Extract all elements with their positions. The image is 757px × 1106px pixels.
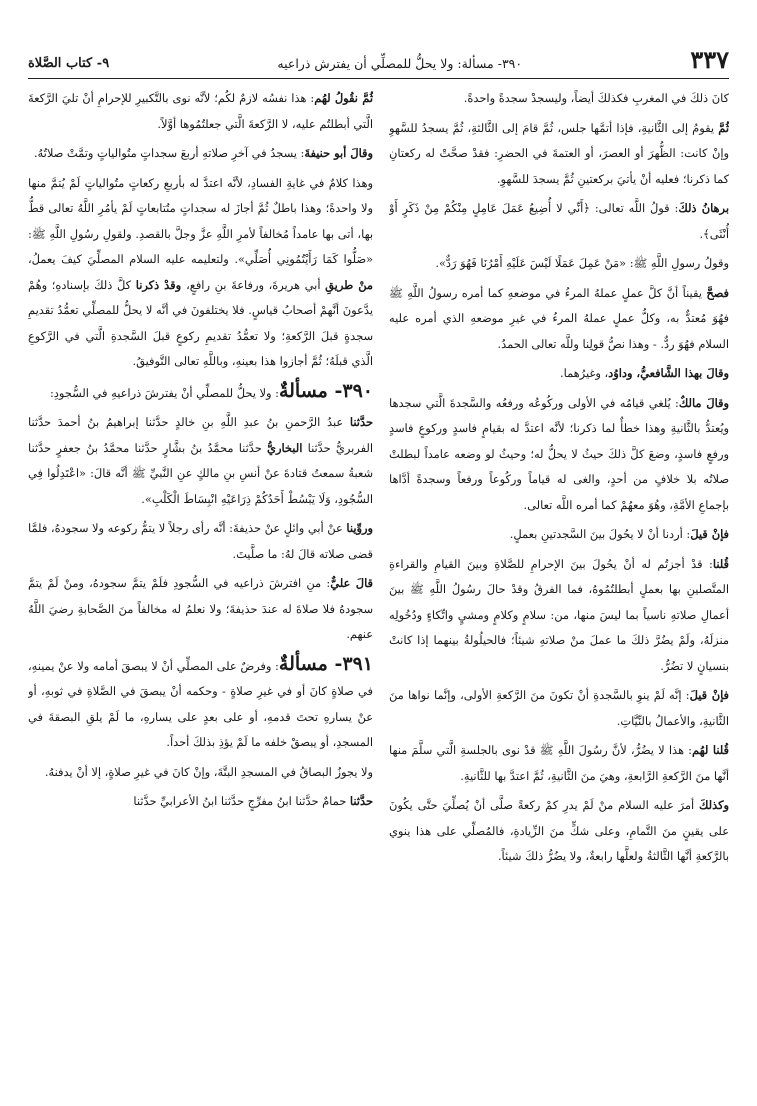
lead-word: وقالَ مالكٌ: [678, 395, 729, 410]
paragraph: [389, 683, 729, 734]
page-number: ٣٣٧: [690, 45, 729, 74]
running-title: ٣٩٠- مسألة: ولا يحلُّ للمصلِّي أن يفترش ذراعيه: [277, 56, 523, 71]
lead-word: فإنْ قيلَ: [689, 688, 729, 702]
lead-word: وقالَ أبو حنيفةَ: [304, 146, 373, 160]
paragraph-text: ، وغيرُهما.: [559, 366, 609, 380]
paragraph-text: : قولُ اللَّه تعالى: ﴿أَنِّي لا أُضِيعُ عَمَلَ عَامِلٍ مِنْكُمْ مِنْ ذَكَرٍ أَوْ أُنْثَى﴾.: [389, 201, 729, 241]
lead-word: برهانُ ذلكَ: [678, 201, 729, 215]
paragraph: [28, 516, 373, 567]
paragraph-text: : منِ افترشَ ذراعيه في السُّجودِ فلَمْ يتمَّ سجودهُ، ومنْ لَمْ يتمَّ سجودهُ فلا صلاةَ له عندَ حذيفةَ؛ ولا نعلمُ له مخالفاً منَ الصَّحابةِ رضيَ اللَّهُ عنهم.: [28, 576, 373, 641]
masala-391-heading: [28, 652, 373, 756]
paragraph: [389, 552, 729, 680]
bold-phrase: وقدْ ذكرنا: [135, 277, 187, 292]
lead-word: قُلنا لهُم: [692, 743, 729, 757]
masala-text: : ولا يحلُّ للمصلِّي أنْ يفترشَ ذراعيهِ في السُّجودِ:: [49, 385, 279, 400]
masala-text: : وفرضٌ على المصلِّي أنْ لا يبصقَ أمامه ولا عنْ يمينهِ، في صلاةٍ كانَ أو في غيرِ صلاةٍ - وحكمه أنْ يبصقَ في الصَّلاةِ في ثوبهِ، أو عنْ يسارهِ تحتَ قدمهِ، أو على بعدٍ على يسارهِ، ما لَمْ يلقِ البصقةَ في المسجدِ، أو يبصقْ خلفه ما لَمْ يؤذِ بذلكَ أحداً.: [28, 658, 373, 749]
paragraph: ولا يجوزُ البصاقُ في المسجدِ البتَّةَ، وإنْ كانَ في غيرِ صلاةٍ، إلا أنْ يدفنهُ.: [44, 764, 373, 779]
paragraph-text: : قدْ أجزتُم له أنْ يحُولَ بينَ الإحرامِ للصَّلاةِ وبينَ القيامِ والقراءةِ المتَّصلينِ بها بعملٍ أبطلتُمُوهُ، فما الفرقُ وقدْ حالَ رسُولُ اللَّهِ ﷺ بينَ أعمالِ صلاتهِ ناسياً بما ليسَ منها، من: سلامٍ وكلامٍ ومشيٍ واتِّكاءٍ ودُخُولِه منزلَهُ، ولَمْ يضُرَّ ذلكَ ما عملَ منْ صلاتهِ شيئاً؛ فالحيلُولةُ بينهما إذا كانتْ بنسيانٍ لا تضُرُّ.: [389, 556, 729, 673]
lead-word: وروِّينا: [346, 521, 373, 535]
left-column: [28, 86, 373, 1094]
paragraph: [28, 789, 373, 815]
masala-label: مسألةٌ: [278, 652, 328, 675]
bold-phrase: البخاريُّ: [267, 440, 303, 455]
paragraph-text: أمرَ عليه السلام منْ لَمْ يدرِ كمْ ركعةً صلَّى أنْ يُصلِّيَ حتَّى يكُونَ على يقينٍ منَ التَّمامِ، وعلى شكٍّ منَ الزِّيادةِ، فالمُصلِّي على هذا ينوي بالرَّكعةِ أنَّها الثَّالثةُ ولعلَّها رابعةٌ، ولا يضُرُّ ذلكَ شيئاً.: [389, 798, 729, 863]
paragraph-text: كلَّ ذلكَ بإسنادهِ؛ وهُمْ يدَّعونَ أنَّهمْ أصحابُ قياسٍ. فلا يختلفونَ في أنَّه لا يحلُّ للمصلِّي تعمُّدُ تقديمِ سجدةٍ قبلَ الرَّكعةِ؛ ولا تعمُّدُ تقديمِ ركوعٍ قبلَ السَّجدةِ الَّتي في الرَّكوعِ الَّذي قبلَهُ؛ ثُمَّ أجازوا هذا بعينهِ، وباللَّهِ تعالى التَّوفيقُ.: [28, 277, 373, 368]
paragraph-text: وهذا كلامٌ في غايةِ الفسادِ، لأنَّه اعتدَّ له بأربعِ ركعاتٍ متُوالياتٍ لَمْ يُتمَّ منها ولا واحدةً؛ وهذا باطلٌ ثُمَّ أجازَ له سجداتٍ متُتابعاتٍ لَمْ يأمُرِ اللَّهُ تعالى قطُّ بها، أتى بها عامداً مُخالفاً لأمرِ اللَّهِ عزَّ وجلَّ بالقصدِ. ولقولِ رسُولِ اللَّهِ ﷺ: «صَلُّوا كَمَا رَأَيْتُمُونِي أُصَلِّي». ولتعليمه عليه السلام المصلِّيَ كيفَ يعملُ،: [28, 175, 373, 266]
paragraph: [389, 522, 729, 548]
paragraph: [389, 281, 729, 358]
paragraph: [389, 793, 729, 870]
paragraph-text: : يسجدُ في آخرِ صلاتهِ أربعَ سجداتٍ متُوالياتٍ وتمَّتْ صلاتُهُ.: [33, 146, 305, 160]
paragraph: وقولُ رسولِ اللَّهِ ﷺ: «مَنْ عَمِلَ عَمَلًا لَيْسَ عَلَيْهِ أَمْرُنَا فَهُوَ رَدٌّ».: [435, 256, 729, 270]
lead-word: قُلنا: [712, 556, 729, 571]
paragraph: [28, 141, 373, 167]
paragraph-text: أبي هريرةَ، ورفاعةَ بنِ رافعٍ،: [186, 277, 326, 292]
page-header: [28, 44, 729, 76]
paragraph: [389, 391, 729, 519]
paragraph-text: يقيناً أنَّ كلَّ عملٍ عملهُ المرءُ في موضعهِ كما أمره رسولُ اللَّهِ ﷺ فهُوَ مُعتدٌّ به، وكلُّ عملٍ عملهُ المرءُ في غيرِ موضعهِ الذي أمره عليه السلام فهُوَ ردٌّ. - وهذا نصُّ قولِنا وللَّه تعالى الحمدُ.: [389, 285, 729, 351]
lead-word: فإنْ قيلَ: [690, 527, 729, 541]
right-column: [389, 86, 729, 1094]
lead-word: فصحَّ: [706, 285, 729, 300]
paragraph-text: : هذا لا يضُرُّ، لأنَّ رسُولَ اللَّهِ ﷺ قدْ نوى بالجلسةِ الَّتي سلَّمَ منها أنَّها منَ الرَّكعةِ الرَّابعةِ، وهيَ منَ الثَّانيةِ، ثُمَّ اعتدَّ بها للثَّانيةِ.: [389, 743, 729, 783]
paragraph-text: : يُلغي قيامُه في الأولى وركُوعُه ورفعُه والسَّجدةَ الَّتي سجدها ويُعتدُّ بالثَّانيةِ وهذا خطأٌ لما ذكرنا؛ لأنَّه اعتدَّ له بقيامٍ فاسدٍ وركوعٍ فاسدٍ ورفعٍ فاسدٍ، وضعَ كلَّ ذلكَ حيثُ لا يحلُّ له؛ وحيثُ لو وضعه عامداً لبطلتْ صلاتُه بلا خلافٍ من أحدٍ، والغى له قياماً وركُوعاً ورفعاً وسجدةً أدَّاها بإجماعِ الأمَّةِ، وهُوَ معهُمْ كما أمره اللَّه تعالى.: [389, 395, 729, 512]
lead-word: حدَّثنا: [349, 794, 373, 808]
bold-phrase: منْ طريقِ: [325, 277, 373, 292]
paragraph-text: حدَّثنا محمَّدُ بنُ بشَّارٍ حدَّثنا محمَّدُ بنُ جعفرٍ حدَّثنا شعبةُ سمعتُ قتادةَ عنْ أنسِ بنِ مالكٍ عنِ النَّبيِّ ﷺ أنَّه قالَ: «اعْتَدِلُوا فِي السُّجُودِ، وَلَا يَبْسُطْ أَحَدُكُمْ ذِرَاعَيْهِ انْبِسَاطَ الْكَلْبِ».: [28, 440, 373, 506]
paragraph-text: يقومُ إلى الثَّانيةِ، فإذا أتمَّها جلس، ثُمَّ قامَ إلى الثَّالثةِ، ثُمَّ يسجدُ للسَّهوِ وإنْ كانت: الظُّهرَ أو العصرَ، أو العتمةَ في الحضرِ: فقدْ صحَّتْ له ركعتانِ كما ذكرنا؛ فعليه أنْ يأتيَ بركعتينِ ثُمَّ يسجدَ للسَّهوِ.: [389, 120, 729, 186]
lead-word: ثُمَّ: [718, 120, 729, 135]
paragraph-text: : إنَّه لَمْ ينوِ بالسَّجدةِ أنْ تكونَ منَ الرَّكعةِ الأولى، وإنَّما نواها منَ الثَّانيةِ، والأعمالُ بالنِّيَّاتِ.: [389, 688, 729, 728]
masala-number: ٣٩٠-: [327, 379, 373, 402]
paragraph: [389, 196, 729, 247]
lead-word: وكذلكَ: [699, 798, 729, 812]
masala-label: مسألةٌ: [278, 379, 328, 402]
paragraph-text: حمامٌ حدَّثنا ابنُ مفرِّجٍ حدَّثنا ابنُ الأعرابيِّ حدَّثنا: [133, 794, 350, 808]
paragraph: [28, 86, 373, 137]
paragraph: [28, 410, 373, 512]
book-title: ٩- كتاب الصَّلاة: [28, 56, 110, 71]
masala-number: ٣٩١-: [327, 652, 373, 675]
paragraph: [389, 116, 729, 193]
masala-390-heading: [28, 379, 373, 407]
lead-word: قالَ عليٌّ: [330, 576, 373, 590]
paragraph: كانَ ذلكَ في المغربِ فكذلكَ أيضاً، وليسجدْ سجدةً واحدةً.: [463, 91, 729, 105]
paragraph: [28, 571, 373, 648]
paragraph: [389, 361, 729, 387]
lead-word: ثُمَّ نقُولُ لهُم: [314, 91, 373, 105]
paragraph-text: عنْ أبي وائلٍ عنْ حذيفةَ: أنَّه رأى رجلاً لا يتمُّ ركوعه ولا سجودهُ، فلمَّا قضى صلاته قالَ لهُ: ما صلَّيتَ.: [28, 521, 373, 561]
paragraph: [389, 738, 729, 789]
lead-word: حدَّثنا: [349, 415, 373, 429]
paragraph-text: عبدُ الرَّحمنِ بنُ عبدِ اللَّهِ بنِ خالدٍ حدَّثنا إبراهيمُ بنُ أحمدَ حدَّثنا الفربريُّ حدَّثنا: [28, 415, 373, 455]
paragraph-text: : أردنا أنْ لا يحُولَ بينَ السَّجدتينِ بعملٍ.: [509, 527, 691, 541]
lead-word: وقالَ بهذا الشَّافعيُّ، وداوُد: [608, 366, 729, 380]
paragraph: [28, 171, 373, 375]
header-rule: [28, 78, 729, 79]
paragraph-text: : هذا نفسُه لازمٌ لكُم؛ لأنَّه نوى بالتَّكبيرِ للإحرامِ أنْ تليَ الرَّكعةَ الَّتي أبطلتُم عليه، لا الرَّكعةَ الَّتي جعلتُمُوها أوَّلاً.: [28, 91, 373, 131]
